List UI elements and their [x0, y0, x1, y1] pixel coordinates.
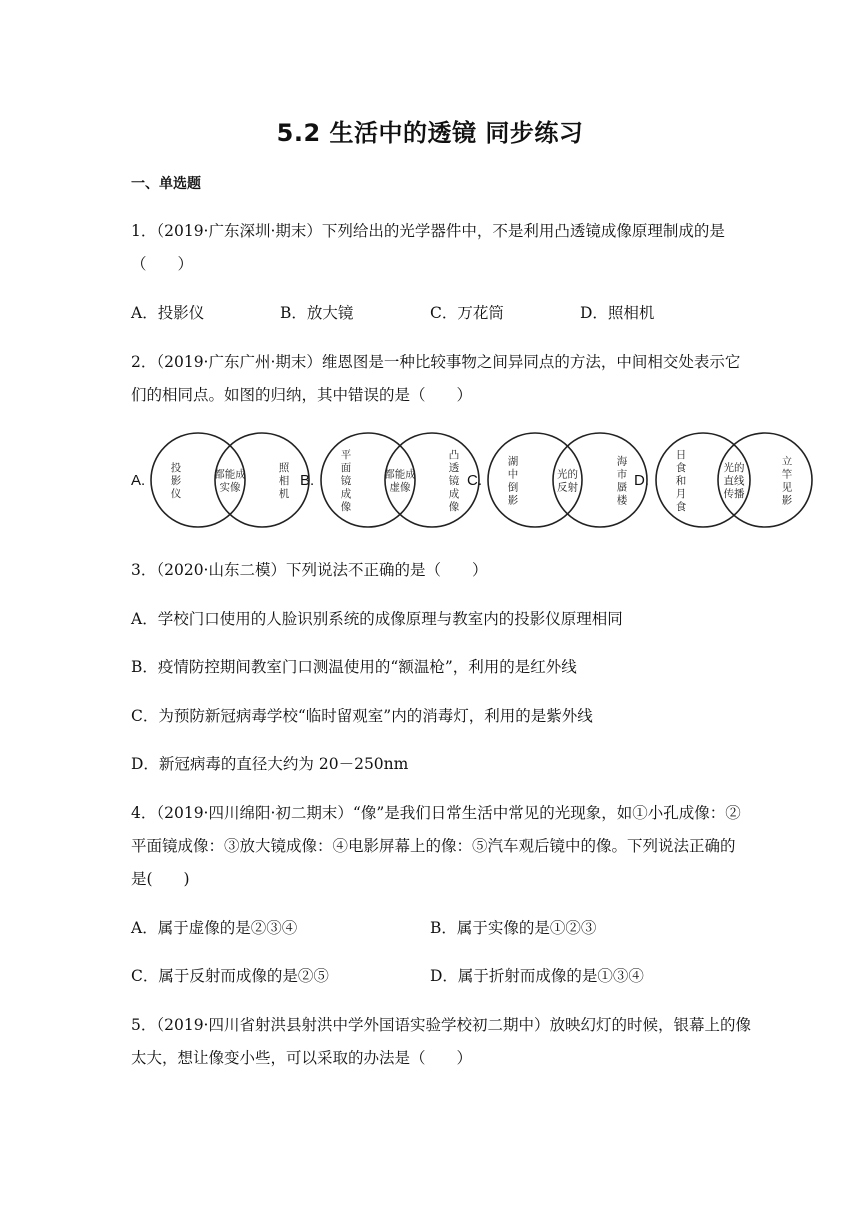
venn-b-center-text: 都能成: [384, 468, 416, 481]
venn-c-right-text: 市: [616, 468, 628, 481]
page-title: 5.2 生活中的透镜 同步练习: [276, 119, 584, 147]
q2-stem-line1: 2．（2019·广东广州·期末）维恩图是一种比较事物之间异同点的方法，中间相交处表示它: [131, 353, 741, 371]
venn-a-center-text: 实像: [219, 481, 241, 494]
venn-c-left-text: 倒: [507, 481, 519, 494]
venn-d-right-text: 竿: [781, 468, 793, 481]
q2-option-c-label: C.: [467, 472, 482, 489]
q5-stem-line2: 太大，想让像变小些，可以采取的办法是（ ）: [131, 1049, 473, 1067]
q4-stem-line1: 4．（2019·四川绵阳·初二期末）“像”是我们日常生活中常见的光现象，如①小孔成像：②: [131, 804, 741, 822]
venn-a-right-text: 照: [278, 462, 290, 474]
venn-b-left-text: 平: [340, 449, 352, 461]
q1-option-c: C．万花筒: [430, 304, 504, 322]
q1-option-d: D．照相机: [580, 304, 655, 322]
venn-d-left-text: 日: [675, 449, 687, 461]
venn-d-center-text: 直线: [723, 475, 745, 487]
venn-a-left-text: 仪: [170, 488, 182, 500]
venn-c-left-text: 湖: [507, 455, 519, 468]
q4-option-c: C．属于反射而成像的是②⑤: [131, 967, 329, 985]
venn-d-center-text: 光的: [723, 462, 745, 474]
venn-c-right-text: 蜃: [616, 481, 628, 494]
q3-option-d: D．新冠病毒的直径大约为 20－250nm: [131, 755, 409, 773]
q3-option-c: C．为预防新冠病毒学校“临时留观室”内的消毒灯，利用的是紫外线: [131, 707, 593, 725]
venn-b-center-text: 虚像: [389, 481, 411, 494]
q1-stem-line2: （ ）: [131, 255, 194, 273]
venn-d-left-text: 食: [675, 501, 687, 513]
q4-option-d: D．属于折射而成像的是①③④: [430, 967, 644, 985]
venn-d-center-text: 传播: [723, 488, 745, 500]
venn-b-right-text: 镜: [448, 475, 460, 487]
venn-a-right-text: 机: [278, 488, 290, 500]
venn-b-left-text: 镜: [340, 475, 352, 487]
q1-option-b: B．放大镜: [280, 304, 354, 322]
venn-d-left-text: 和: [675, 475, 687, 487]
q4-stem-line2: 平面镜成像：③放大镜成像：④电影屏幕上的像：⑤汽车观后镜中的像。下列说法正确的: [131, 837, 736, 855]
venn-b-left-text: 面: [340, 462, 352, 474]
q2-stem-line2: 们的相同点。如图的归纳，其中错误的是（ ）: [131, 386, 473, 404]
venn-d-right-text: 见: [781, 481, 793, 494]
venn-b-left-text: 像: [340, 501, 352, 513]
section-heading: 一、单选题: [131, 176, 201, 192]
venn-c-right-text: 海: [616, 455, 628, 468]
venn-c-center-text: 光的: [557, 468, 578, 481]
venn-b-left-text: 成: [340, 488, 352, 500]
venn-a-left-text: 影: [170, 475, 182, 487]
q4-option-a: A．属于虚像的是②③④: [131, 919, 298, 937]
venn-b-right-text: 透: [448, 462, 460, 474]
venn-d-left-text: 月: [675, 488, 687, 500]
q2-option-b-label: B.: [300, 472, 315, 489]
venn-c-left-text: 影: [507, 494, 519, 507]
q3-option-a: A．学校门口使用的人脸识别系统的成像原理与教室内的投影仪原理相同: [131, 610, 623, 628]
venn-a-center-text: 都能成: [214, 468, 246, 481]
venn-c-left-text: 中: [507, 468, 519, 481]
q2-option-d-label: D.: [634, 472, 649, 489]
venn-d-left-text: 食: [675, 462, 687, 474]
venn-b-right-text: 凸: [448, 449, 460, 461]
venn-a-right-text: 相: [278, 475, 290, 487]
q5-stem-line1: 5．（2019·四川省射洪县射洪中学外国语实验学校初二期中）放映幻灯的时候，银幕上的像: [131, 1016, 751, 1034]
q4-stem-line3: 是( ): [131, 870, 190, 888]
venn-c-right-text: 楼: [616, 494, 628, 507]
venn-d-right-text: 立: [781, 455, 793, 468]
venn-b-right-text: 像: [448, 501, 460, 513]
venn-b-right-text: 成: [448, 488, 460, 500]
venn-c-center-text: 反射: [557, 481, 578, 494]
q1-option-a: A．投影仪: [131, 304, 205, 322]
q2-option-a-label: A.: [131, 472, 146, 489]
venn-diagrams: [0, 420, 860, 540]
q3-option-b: B．疫情防控期间教室门口测温使用的“额温枪”，利用的是红外线: [131, 658, 577, 676]
venn-d-right-text: 影: [781, 494, 793, 507]
q3-stem: 3．（2020·山东二模）下列说法不正确的是（ ）: [131, 561, 488, 579]
q4-option-b: B．属于实像的是①②③: [430, 919, 597, 937]
venn-a-left-text: 投: [170, 462, 182, 474]
q1-stem-line1: 1．（2019·广东深圳·期末）下列给出的光学器件中，不是利用凸透镜成像原理制成的是: [131, 222, 725, 240]
